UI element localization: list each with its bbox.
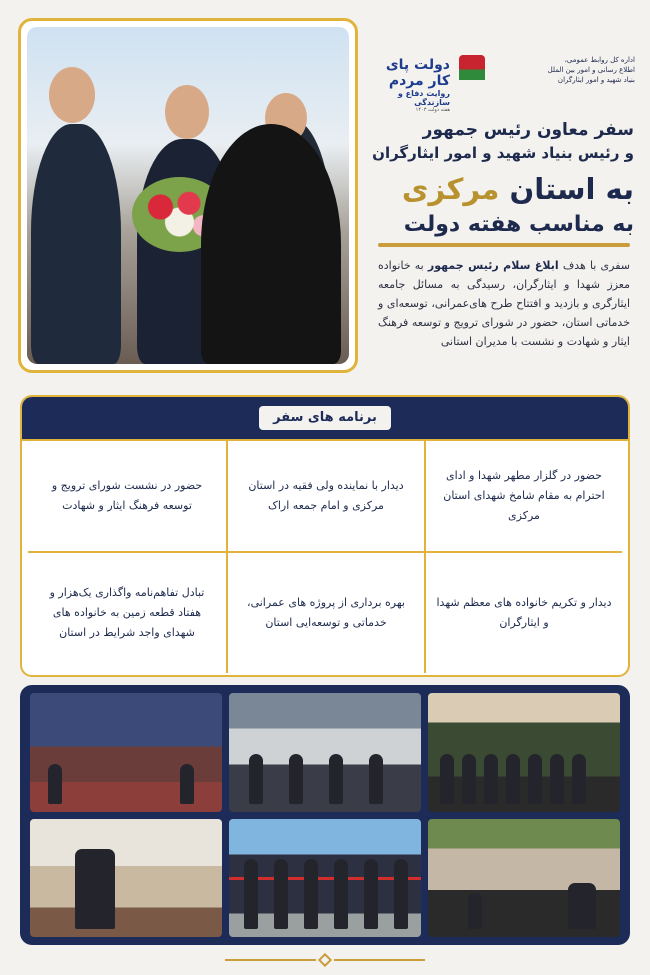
province-name: مرکزی	[401, 172, 500, 206]
gallery-photo-graves	[428, 819, 620, 938]
gallery-photo-visit	[229, 693, 421, 812]
headline-line-2: و رئیس بنیاد شهید و امور ایثارگران	[372, 144, 634, 162]
photo-gallery	[20, 685, 630, 945]
government-week-logo: دولت پای کار مردم روایت دفاع و سازندگی هفته دولت ۱۴۰۳	[385, 57, 450, 113]
foundation-emblem-icon	[459, 55, 485, 91]
program-item: دیدار و تکریم خانواده های معظم شهدا و ایثارگران	[424, 553, 622, 673]
headline-line-1: سفر معاون رئیس جمهور	[422, 120, 634, 140]
footer-ornament	[225, 955, 425, 965]
gallery-photo-meeting	[30, 693, 222, 812]
woman-in-chador	[201, 124, 341, 364]
gallery-photo-family-visit	[30, 819, 222, 938]
trip-program-grid	[28, 441, 622, 673]
trip-program-panel	[20, 395, 630, 677]
headline-line-3: به استان مرکزی	[401, 172, 634, 206]
trip-program-header	[22, 397, 628, 441]
hero-photo	[27, 27, 349, 364]
gallery-photo-martyrs-cemetery	[428, 693, 620, 812]
program-item: حضور در گلزار مطهر شهدا و ادای احترام به مقام شامخ شهدای استان مرکزی	[424, 441, 622, 553]
gallery-photo-ribbon-cutting	[229, 819, 421, 938]
intro-highlight: ابلاغ سلام رئیس جمهور	[427, 259, 559, 272]
program-item: بهره برداری از پروژه های عمرانی، خدماتی و توسعه‌ایی استان	[226, 553, 424, 673]
intro-paragraph: سفری با هدف ابلاغ سلام رئیس جمهور به خانواده معزز شهدا و ایثارگران، رسیدگی به مسائل جامعه ایثارگری و بازدید و افتتاح طرح های‌عمرانی، توسعه‌ای و خدماتی استان، حضور در شورای ترویج و توسعه فرهنگ ایثار و شهادت و نشست با مدیران استانی	[378, 259, 630, 348]
official-left	[31, 124, 121, 364]
headline	[372, 118, 634, 240]
program-item: تبادل تفاهم‌نامه واگذاری یک‌هزار و هفتاد قطعه زمین به خانواده های شهدای واجد شرایط در استان	[49, 586, 205, 639]
logo-bar	[380, 55, 635, 113]
program-item: دیدار با نماینده ولی فقیه در استان مرکزی و امام جمعه اراک	[226, 441, 424, 553]
headline-line-4: به مناسب هفته دولت	[403, 212, 634, 237]
divider	[378, 243, 630, 247]
foundation-logo-text: اداره کل روابط عمومی، اطلاع رسانی و امور بین الملل بنیاد شهید و امور ایثارگران	[547, 56, 635, 84]
hero-photo-frame	[18, 18, 358, 373]
trip-program-title: برنامه های سفر	[259, 406, 391, 430]
program-item: حضور در نشست شورای ترویج و توسعه فرهنگ ایثار و شهادت	[28, 441, 226, 553]
